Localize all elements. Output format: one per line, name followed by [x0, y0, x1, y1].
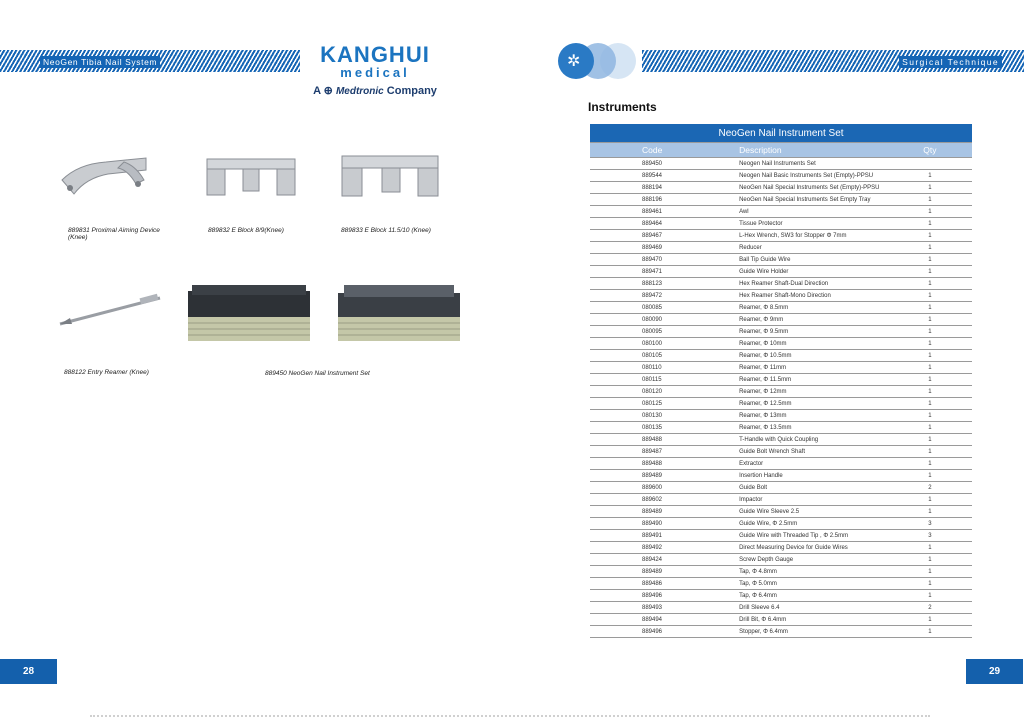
cell-qty: 1	[906, 326, 972, 338]
cell-qty: 1	[906, 398, 972, 410]
cell-description: Reamer, Φ 10mm	[739, 338, 906, 350]
cell-description: Extractor	[739, 458, 906, 470]
cell-code: 080095	[590, 326, 739, 338]
cell-code: 889487	[590, 446, 739, 458]
cell-code: 889490	[590, 518, 739, 530]
instrument-case-open-image	[334, 283, 464, 345]
cell-code: 889489	[590, 470, 739, 482]
cell-description: Guide Wire Sleeve 2.5	[739, 506, 906, 518]
table-row	[590, 410, 972, 422]
cell-qty: 1	[906, 206, 972, 218]
cell-qty: 1	[906, 218, 972, 230]
page-number-right: 29	[966, 659, 1023, 684]
cell-description: Reamer, Φ 9mm	[739, 314, 906, 326]
header-code: Code	[590, 143, 739, 158]
table-row	[590, 194, 972, 206]
cell-qty: 1	[906, 350, 972, 362]
cell-code: 889602	[590, 494, 739, 506]
table-row	[590, 542, 972, 554]
cell-description: NeoGen Nail Special Instruments Set Empty Tray	[739, 194, 906, 206]
cell-qty: 1	[906, 302, 972, 314]
table-row	[590, 254, 972, 266]
cell-code: 889494	[590, 614, 739, 626]
cell-qty: 1	[906, 182, 972, 194]
cell-description: Tap, Φ 5.0mm	[739, 578, 906, 590]
cell-code: 889488	[590, 434, 739, 446]
cell-description: Guide Wire Holder	[739, 266, 906, 278]
entry-reamer-image	[56, 290, 166, 330]
cell-code: 080100	[590, 338, 739, 350]
cell-code: 080125	[590, 398, 739, 410]
logo-main-text: KANGHUI	[320, 42, 430, 67]
table-row	[590, 338, 972, 350]
cell-qty: 2	[906, 482, 972, 494]
table-row	[590, 506, 972, 518]
cell-description: Drill Bit, Φ 6.4mm	[739, 614, 906, 626]
cell-qty: 1	[906, 278, 972, 290]
product-caption: 889832 E Block 8/9(Knee)	[208, 227, 284, 234]
table-row	[590, 626, 972, 638]
e-block-11-5-10-image	[340, 152, 440, 200]
cell-code: 888196	[590, 194, 739, 206]
cell-code: 889464	[590, 218, 739, 230]
cell-code: 889489	[590, 506, 739, 518]
page-number-left: 28	[0, 659, 57, 684]
cell-code: 888123	[590, 278, 739, 290]
cell-code: 889470	[590, 254, 739, 266]
cell-qty: 2	[906, 602, 972, 614]
cell-code: 889471	[590, 266, 739, 278]
table-row	[590, 266, 972, 278]
table-row	[590, 494, 972, 506]
cell-qty: 1	[906, 614, 972, 626]
table-row	[590, 398, 972, 410]
section-title: Instruments	[588, 100, 657, 114]
cell-qty: 1	[906, 410, 972, 422]
proximal-aiming-device-image	[58, 150, 148, 200]
table-row	[590, 602, 972, 614]
table-header-row	[590, 143, 972, 158]
cell-description: Reamer, Φ 13.5mm	[739, 422, 906, 434]
cell-qty: 1	[906, 386, 972, 398]
cell-description: Stopper, Φ 6.4mm	[739, 626, 906, 638]
table-row	[590, 206, 972, 218]
cell-code: 080110	[590, 362, 739, 374]
logo-tagline-suffix: Company	[386, 85, 437, 97]
product-caption: 888122 Entry Reamer (Knee)	[64, 369, 149, 376]
table-row	[590, 278, 972, 290]
cell-description: Drill Sleeve 6.4	[739, 602, 906, 614]
cell-code: 889493	[590, 602, 739, 614]
cell-description: Direct Measuring Device for Guide Wires	[739, 542, 906, 554]
logo-tagline-brand: Medtronic	[335, 86, 384, 97]
cell-qty	[906, 158, 972, 170]
cell-qty: 1	[906, 554, 972, 566]
cell-description: Reamer, Φ 11mm	[739, 362, 906, 374]
table-row	[590, 158, 972, 170]
cell-code: 889489	[590, 566, 739, 578]
cell-description: Neogen Nail Instruments Set	[739, 158, 906, 170]
cell-code: 889461	[590, 206, 739, 218]
e-block-8-9-image	[205, 155, 297, 200]
cell-code: 080120	[590, 386, 739, 398]
table-row	[590, 470, 972, 482]
table-row	[590, 290, 972, 302]
logo-sub-text: medical	[340, 65, 410, 80]
cell-qty: 1	[906, 290, 972, 302]
cell-qty: 1	[906, 230, 972, 242]
cell-code: 080085	[590, 302, 739, 314]
table-row	[590, 458, 972, 470]
cell-description: Ball Tip Guide Wire	[739, 254, 906, 266]
cell-code: 889467	[590, 230, 739, 242]
table-row	[590, 446, 972, 458]
company-logo	[300, 44, 450, 97]
cell-description: Reamer, Φ 12mm	[739, 386, 906, 398]
cell-code: 080130	[590, 410, 739, 422]
cell-code: 889496	[590, 590, 739, 602]
table-row	[590, 554, 972, 566]
table-row	[590, 434, 972, 446]
cell-description: NeoGen Nail Special Instruments Set (Empty)-PPSU	[739, 182, 906, 194]
cell-description: Reducer	[739, 242, 906, 254]
table-row	[590, 578, 972, 590]
cell-qty: 1	[906, 242, 972, 254]
cell-description: Impactor	[739, 494, 906, 506]
cell-qty: 1	[906, 170, 972, 182]
cell-description: Reamer, Φ 11.5mm	[739, 374, 906, 386]
cell-code: 889600	[590, 482, 739, 494]
cell-qty: 1	[906, 314, 972, 326]
cell-qty: 3	[906, 518, 972, 530]
logo-tagline-prefix: A	[313, 85, 321, 97]
cell-code: 889491	[590, 530, 739, 542]
cell-description: Reamer, Φ 12.5mm	[739, 398, 906, 410]
table-row	[590, 530, 972, 542]
header-left-title: NeoGen Tibia Nail System	[40, 56, 160, 68]
table-row	[590, 326, 972, 338]
cell-code: 889492	[590, 542, 739, 554]
cell-qty: 1	[906, 506, 972, 518]
table-row	[590, 230, 972, 242]
table-row	[590, 350, 972, 362]
table-title-row	[590, 124, 972, 143]
cell-qty: 1	[906, 470, 972, 482]
logo-tagline	[300, 84, 450, 97]
cell-qty: 1	[906, 434, 972, 446]
cell-qty: 3	[906, 530, 972, 542]
cell-description: Hex Reamer Shaft-Mono Direction	[739, 290, 906, 302]
cell-code: 889486	[590, 578, 739, 590]
cell-code: 889424	[590, 554, 739, 566]
header-right-title: Surgical Technique	[899, 56, 1002, 68]
table-row	[590, 314, 972, 326]
medtronic-icon: ⊕	[323, 85, 333, 97]
table-title: NeoGen Nail Instrument Set	[590, 124, 972, 143]
table-row	[590, 518, 972, 530]
cell-description: Insertion Handle	[739, 470, 906, 482]
cell-qty: 1	[906, 266, 972, 278]
table-row	[590, 302, 972, 314]
cell-qty: 1	[906, 458, 972, 470]
cell-code: 080115	[590, 374, 739, 386]
cell-qty: 1	[906, 194, 972, 206]
cell-description: Guide Bolt	[739, 482, 906, 494]
table-row	[590, 386, 972, 398]
table-row	[590, 482, 972, 494]
bottom-dotted-rule	[90, 715, 930, 720]
cell-qty: 1	[906, 338, 972, 350]
cell-description: Reamer, Φ 13mm	[739, 410, 906, 422]
gear-icon: ✲	[567, 53, 581, 70]
table-row	[590, 182, 972, 194]
product-caption: 889831 Proximal Aiming Device (Knee)	[68, 227, 160, 241]
circle-dark	[558, 43, 594, 79]
table-row	[590, 362, 972, 374]
cell-description: Reamer, Φ 9.5mm	[739, 326, 906, 338]
product-caption: 889450 NeoGen Nail Instrument Set	[265, 370, 370, 377]
cell-code: 889496	[590, 626, 739, 638]
decorative-circles	[558, 43, 648, 79]
instrument-case-image	[184, 283, 314, 345]
cell-qty: 1	[906, 578, 972, 590]
cell-qty: 1	[906, 542, 972, 554]
table-row	[590, 242, 972, 254]
header-description: Description	[739, 143, 906, 158]
cell-description: Tap, Φ 6.4mm	[739, 590, 906, 602]
cell-code: 889450	[590, 158, 739, 170]
cell-description: Awl	[739, 206, 906, 218]
cell-description: Reamer, Φ 8.5mm	[739, 302, 906, 314]
cell-description: Guide Wire, Φ 2.5mm	[739, 518, 906, 530]
cell-qty: 1	[906, 590, 972, 602]
cell-code: 080105	[590, 350, 739, 362]
table-row	[590, 170, 972, 182]
cell-qty: 1	[906, 362, 972, 374]
cell-qty: 1	[906, 626, 972, 638]
instrument-table	[590, 124, 972, 638]
table-row	[590, 614, 972, 626]
cell-description: Guide Bolt Wrench Shaft	[739, 446, 906, 458]
cell-description: Tap, Φ 4.8mm	[739, 566, 906, 578]
table-row	[590, 566, 972, 578]
cell-code: 080135	[590, 422, 739, 434]
cell-code: 889544	[590, 170, 739, 182]
cell-code: 080090	[590, 314, 739, 326]
cell-qty: 1	[906, 374, 972, 386]
cell-code: 889469	[590, 242, 739, 254]
cell-code: 889488	[590, 458, 739, 470]
cell-qty: 1	[906, 566, 972, 578]
cell-description: Hex Reamer Shaft-Dual Direction	[739, 278, 906, 290]
cell-code: 888194	[590, 182, 739, 194]
table-row	[590, 374, 972, 386]
cell-description: Neogen Nail Basic Instruments Set (Empty)-PPSU	[739, 170, 906, 182]
cell-qty: 1	[906, 422, 972, 434]
header-qty: Qty	[906, 143, 972, 158]
cell-description: Guide Wire with Threaded Tip , Φ 2.5mm	[739, 530, 906, 542]
product-caption: 889833 E Block 11.5/10 (Knee)	[341, 227, 431, 234]
cell-qty: 1	[906, 446, 972, 458]
cell-description: Reamer, Φ 10.5mm	[739, 350, 906, 362]
cell-description: L-Hex Wrench, SW3 for Stopper Φ 7mm	[739, 230, 906, 242]
cell-description: Tissue Protector	[739, 218, 906, 230]
cell-description: T-Handle with Quick Coupling	[739, 434, 906, 446]
cell-description: Screw Depth Gauge	[739, 554, 906, 566]
table-row	[590, 422, 972, 434]
cell-qty: 1	[906, 254, 972, 266]
cell-qty: 1	[906, 494, 972, 506]
table-row	[590, 218, 972, 230]
cell-code: 889472	[590, 290, 739, 302]
table-row	[590, 590, 972, 602]
